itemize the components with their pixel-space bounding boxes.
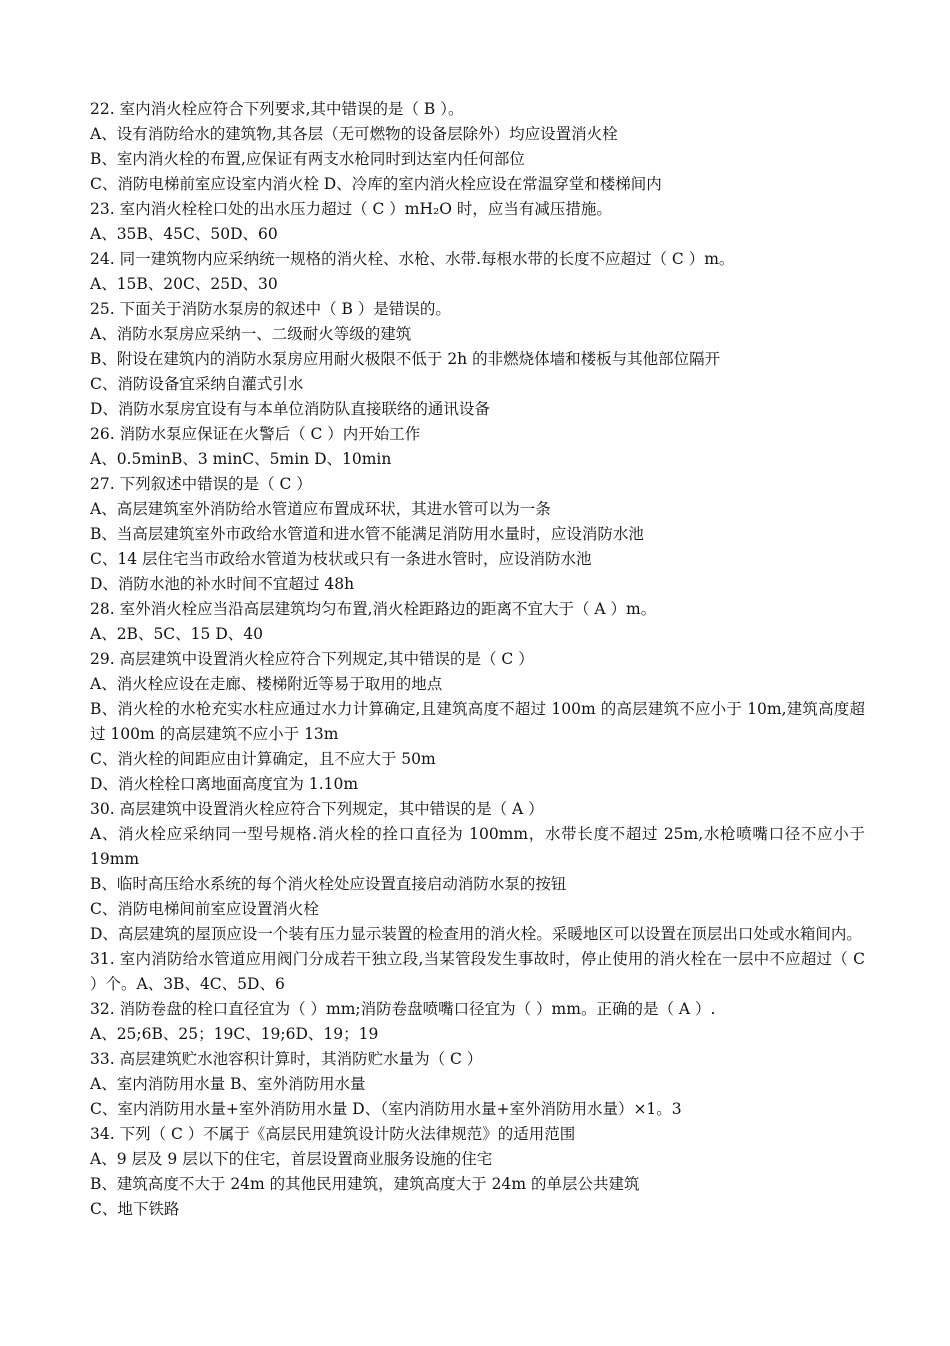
answer-option-line: A、设有消防给水的建筑物,其各层（无可燃物的设备层除外）均应设置消火栓 [90, 125, 618, 143]
answer-option-line: A、2B、5C、15 D、40 [90, 625, 263, 643]
question-line: 24. 同一建筑物内应采纳统一规格的消火栓、水枪、水带.每根水带的长度不应超过（ C ）m。 [90, 250, 735, 268]
answer-option-line: B、室内消火栓的布置,应保证有两支水枪同时到达室内任何部位 [90, 150, 525, 168]
answer-option-line: A、消火栓应采纳同一型号规格.消火栓的拴口直径为 100mm，水带长度不超过 25m,水枪喷嘴口径不应小于 19mm [90, 825, 865, 868]
answer-option-line: C、消火栓的间距应由计算确定，且不应大于 50m [90, 750, 436, 768]
question-line: 32. 消防卷盘的栓口直径宜为（ ）mm;消防卷盘喷嘴口径宜为（ ）mm。正确的是（ A ）. [90, 1000, 716, 1018]
answer-option-line: B、附设在建筑内的消防水泵房应用耐火极限不低于 2h 的非燃烧体墙和楼板与其他部位隔开 [90, 350, 721, 368]
answer-option-line: A、消防水泵房应采纳一、二级耐火等级的建筑 [90, 325, 412, 343]
answer-option-line: D、消火栓栓口离地面高度宜为 1.10m [90, 775, 359, 793]
question-line: 27. 下列叙述中错误的是（ C ） [90, 475, 312, 493]
answer-option-line: B、消火栓的水枪充实水柱应通过水力计算确定,且建筑高度不超过 100m 的高层建筑不应小于 10m,建筑高度超过 100m 的高层建筑不应小于 13m [90, 700, 865, 743]
answer-option-line: D、消防水池的补水时间不宜超过 48h [90, 575, 355, 593]
question-line: 33. 高层建筑贮水池容积计算时，其消防贮水量为（ C ） [90, 1050, 483, 1068]
question-line: 34. 下列（ C ）不属于《高层民用建筑设计防火法律规范》的适用范围 [90, 1125, 576, 1143]
answer-option-line: B、当高层建筑室外市政给水管道和进水管不能满足消防用水量时，应设消防水池 [90, 525, 644, 543]
answer-option-line: C、消防电梯前室应设室内消火栓 D、冷库的室内消火栓应设在常温穿堂和楼梯间内 [90, 175, 662, 193]
answer-option-line: A、15B、20C、25D、30 [90, 275, 278, 293]
question-line: 22. 室内消火栓应符合下列要求,其中错误的是（ B ）。 [90, 100, 464, 118]
answer-option-line: A、0.5minB、3 minC、5min D、10min [90, 450, 392, 468]
question-line: 25. 下面关于消防水泵房的叙述中（ B ）是错误的。 [90, 300, 451, 318]
question-line: 31. 室内消防给水管道应用阀门分成若干独立段,当某管段发生事故时，停止使用的消火栓在一层中不应超过（ C ）个。A、3B、4C、5D、6 [90, 950, 865, 993]
answer-option-line: D、消防水泵房宜设有与本单位消防队直接联络的通讯设备 [90, 400, 490, 418]
question-line: 23. 室内消火栓栓口处的出水压力超过（ C ）mH₂O 时，应当有减压措施。 [90, 200, 612, 218]
answer-option-line: C、消防电梯间前室应设置消火栓 [90, 900, 319, 918]
answer-option-line: A、室内消防用水量 B、室外消防用水量 [90, 1075, 366, 1093]
question-line: 30. 高层建筑中设置消火栓应符合下列规定，其中错误的是（ A ） [90, 800, 544, 818]
answer-option-line: C、14 层住宅当市政给水管道为枝状或只有一条进水管时，应设消防水池 [90, 550, 592, 568]
question-line: 28. 室外消火栓应当沿高层建筑均匀布置,消火栓距路边的距离不宜大于（ A ）m。 [90, 600, 657, 618]
answer-option-line: B、建筑高度不大于 24m 的其他民用建筑，建筑高度大于 24m 的单层公共建筑 [90, 1175, 640, 1193]
answer-option-line: C、地下铁路 [90, 1200, 180, 1218]
answer-option-line: C、消防设备宜采纳自灌式引水 [90, 375, 304, 393]
answer-option-line: C、室内消防用水量+室外消防用水量 D、（室内消防用水量+室外消防用水量）×1。3 [90, 1100, 682, 1118]
answer-option-line: A、消火栓应设在走廊、楼梯附近等易于取用的地点 [90, 675, 443, 693]
question-line: 29. 高层建筑中设置消火栓应符合下列规定,其中错误的是（ C ） [90, 650, 534, 668]
question-line: 26. 消防水泵应保证在火警后（ C ）内开始工作 [90, 425, 421, 443]
answer-option-line: A、35B、45C、50D、60 [90, 225, 278, 243]
answer-option-line: A、9 层及 9 层以下的住宅，首层设置商业服务设施的住宅 [90, 1150, 493, 1168]
answer-option-line: A、25;6B、25；19C、19;6D、19；19 [90, 1025, 379, 1043]
answer-option-line: B、临时高压给水系统的每个消火栓处应设置直接启动消防水泵的按钮 [90, 875, 567, 893]
answer-option-line: D、高层建筑的屋顶应设一个装有压力显示装置的检查用的消火栓。采暖地区可以设置在顶层出口处或水箱间内。 [90, 925, 862, 943]
document-body [90, 97, 865, 1222]
answer-option-line: A、高层建筑室外消防给水管道应布置成环状，其进水管可以为一条 [90, 500, 551, 518]
